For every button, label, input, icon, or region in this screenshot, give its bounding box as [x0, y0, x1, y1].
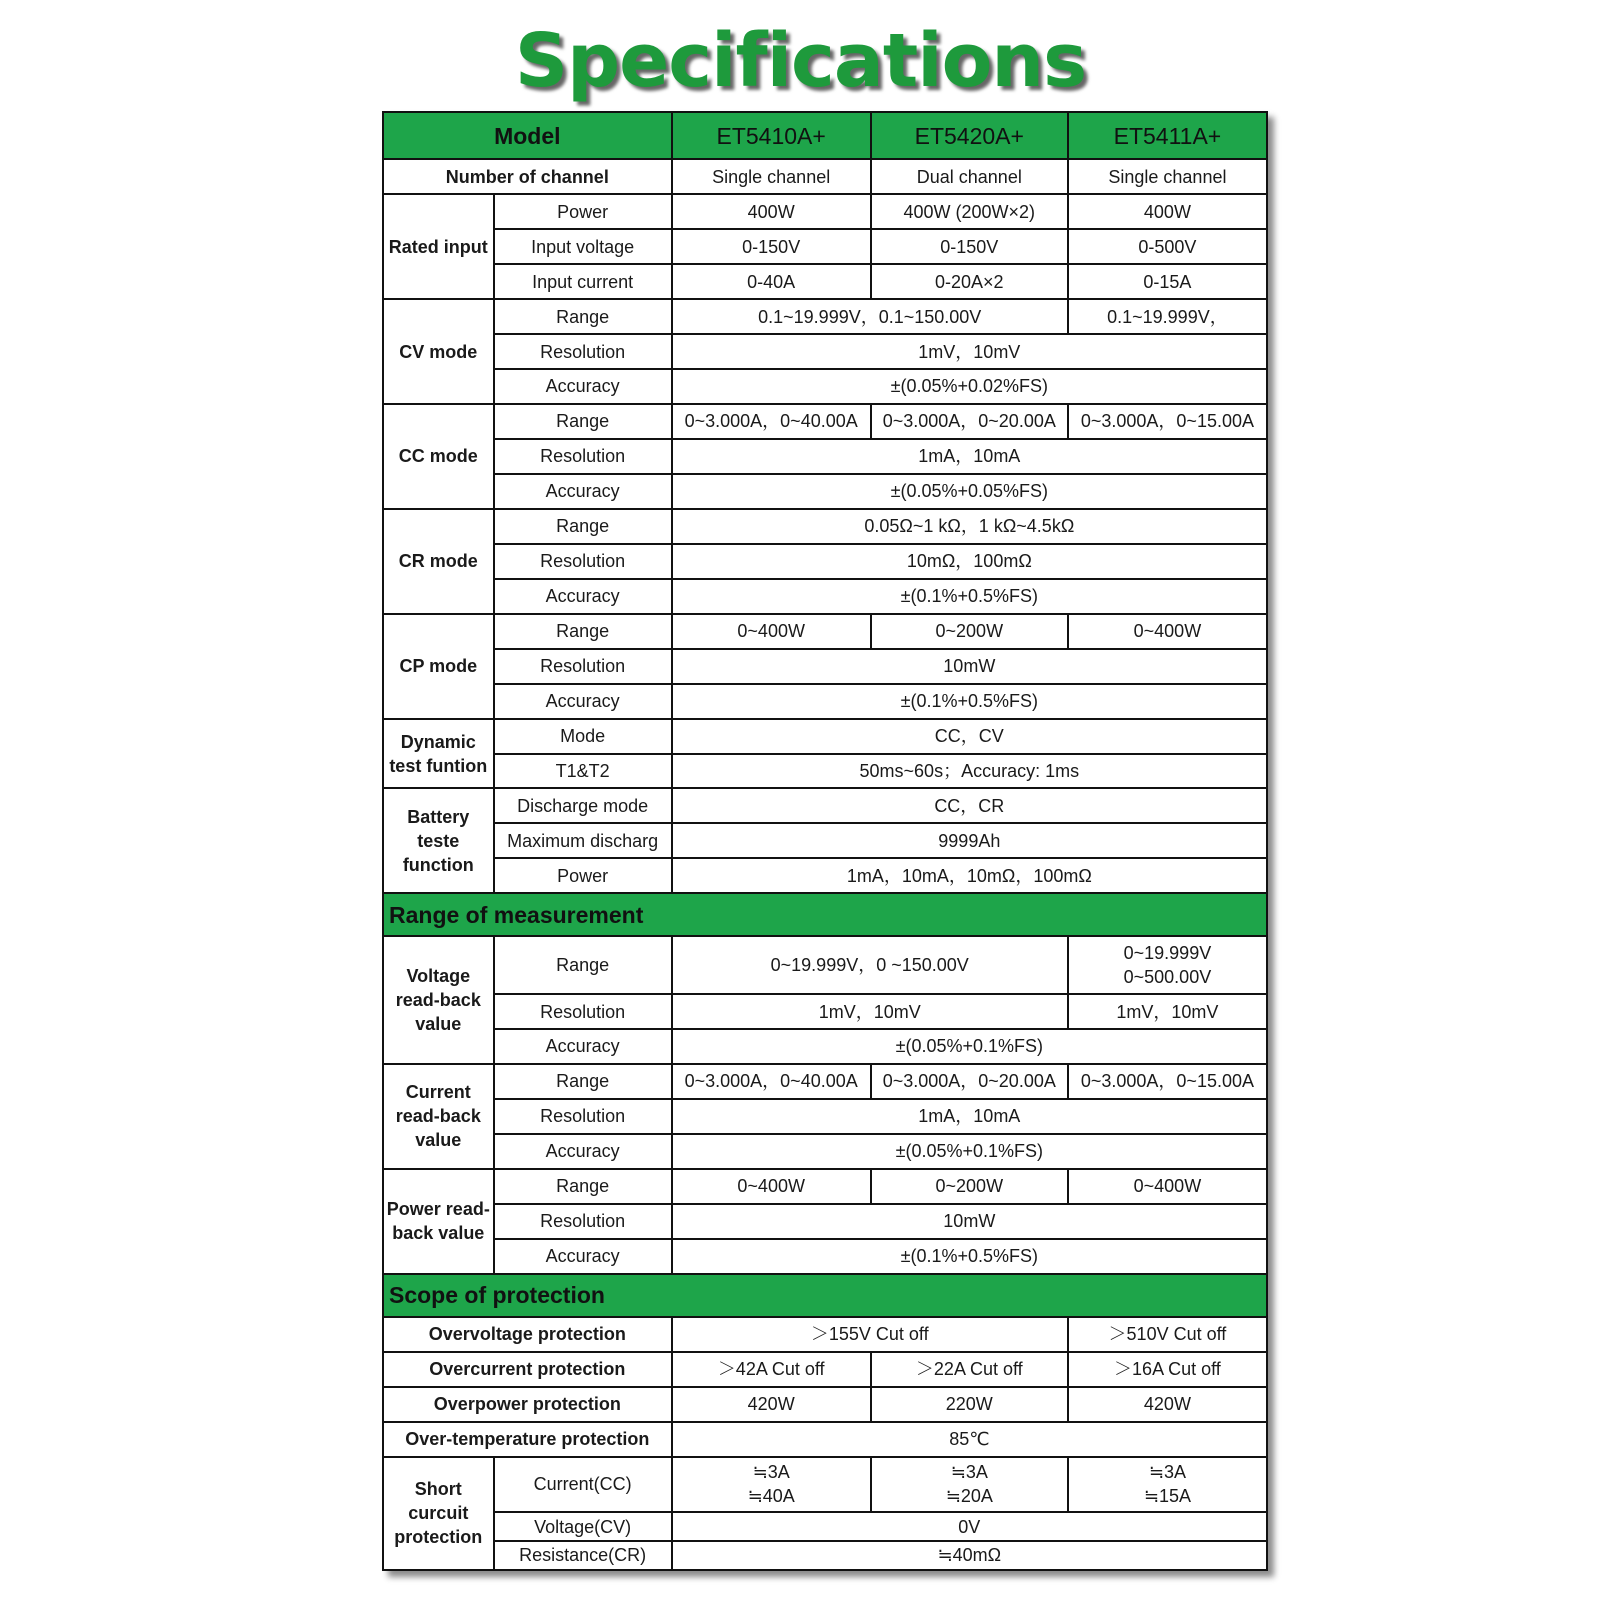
model-et5420a: ET5420A+ [871, 112, 1068, 159]
param-label: Power [494, 858, 672, 893]
cell-line: ≒15A [1143, 1486, 1191, 1507]
cell: 0-40A [672, 264, 871, 299]
param-label: Accuracy [494, 579, 672, 614]
cell: CC，CR [672, 788, 1267, 823]
cell: ±(0.05%+0.1%FS) [672, 1029, 1267, 1064]
cell: ＞42A Cut off [672, 1352, 871, 1387]
param-label: Discharge mode [494, 788, 672, 823]
cell: 0~3.000A，0~20.00A [871, 1064, 1068, 1099]
param-label: Resolution [494, 439, 672, 474]
cell-line: 0~500.00V [1123, 967, 1212, 988]
group-label: Battery teste function [383, 788, 494, 893]
cell: ＞155V Cut off [672, 1317, 1068, 1352]
cell [871, 1457, 1068, 1513]
cell-line: ≒20A [945, 1486, 993, 1507]
table-row [383, 823, 1267, 858]
table-row [383, 1239, 1267, 1274]
cell: 1mV，10mV [672, 994, 1068, 1029]
header-row [383, 112, 1267, 159]
table-row [383, 936, 1267, 994]
cell: 0~3.000A，0~40.00A [672, 404, 871, 439]
param-label: Voltage(CV) [494, 1512, 672, 1541]
cell-line: ≒3A [752, 1462, 790, 1483]
table-row [383, 754, 1267, 789]
table-row [383, 404, 1267, 439]
param-label: Accuracy [494, 369, 672, 404]
group-label: CV mode [383, 299, 494, 404]
group-label: CR mode [383, 509, 494, 614]
cell: 85℃ [672, 1422, 1267, 1457]
table-row [383, 649, 1267, 684]
param-label: Resolution [494, 649, 672, 684]
table-row [383, 299, 1267, 334]
cell: 0~19.999V，0 ~150.00V [672, 936, 1068, 994]
cell: 0~400W [672, 614, 871, 649]
table-row [383, 369, 1267, 404]
model-et5411a: ET5411A+ [1068, 112, 1267, 159]
section-header-measurement [383, 893, 1267, 936]
cell-line: 0~19.999V [1123, 943, 1212, 964]
cell-line: ≒40A [747, 1486, 795, 1507]
group-label: Short curcuit protection [383, 1457, 494, 1570]
param-label: Accuracy [494, 1134, 672, 1169]
param-label: Resolution [494, 334, 672, 369]
cell: 0-150V [871, 229, 1068, 264]
table-row [383, 1387, 1267, 1422]
table-row [383, 1099, 1267, 1134]
table-row [383, 1317, 1267, 1352]
cell: 0.1~19.999V，0.1~150.00V [672, 299, 1068, 334]
cell: ±(0.1%+0.5%FS) [672, 1239, 1267, 1274]
cell: 400W (200W×2) [871, 194, 1068, 229]
table-row [383, 474, 1267, 509]
table-row [383, 614, 1267, 649]
cell: 0~400W [672, 1169, 871, 1204]
param-label: Range [494, 299, 672, 334]
cell: 0V [672, 1512, 1267, 1541]
group-label: CP mode [383, 614, 494, 719]
table-row [383, 544, 1267, 579]
param-label: Accuracy [494, 1029, 672, 1064]
cell: 0~400W [1068, 1169, 1267, 1204]
param-label: Accuracy [494, 1239, 672, 1274]
cell: 420W [672, 1387, 871, 1422]
cell: 0-500V [1068, 229, 1267, 264]
table-row [383, 1352, 1267, 1387]
cell: ±(0.05%+0.05%FS) [672, 474, 1267, 509]
cell: ＞22A Cut off [871, 1352, 1068, 1387]
cell: 0~3.000A，0~15.00A [1068, 1064, 1267, 1099]
cell: 1mA，10mA，10mΩ，100mΩ [672, 858, 1267, 893]
table-row [383, 159, 1267, 194]
cell-line: ≒3A [950, 1462, 988, 1483]
cell: ＞16A Cut off [1068, 1352, 1267, 1387]
cell: 400W [1068, 194, 1267, 229]
cell: 1mA，10mA [672, 1099, 1267, 1134]
param-label: Accuracy [494, 684, 672, 719]
param-label: Mode [494, 719, 672, 754]
cell [672, 1457, 871, 1513]
cell: 0~200W [871, 1169, 1068, 1204]
cell: 0-150V [672, 229, 871, 264]
row-label: Over-temperature protection [383, 1422, 672, 1457]
spec-table [382, 111, 1268, 1571]
table-row [383, 334, 1267, 369]
group-label: Voltage read-back value [383, 936, 494, 1063]
cell: 0~400W [1068, 614, 1267, 649]
row-label: Overcurrent protection [383, 1352, 672, 1387]
cell: 0~3.000A，0~20.00A [871, 404, 1068, 439]
group-label: Power read-back value [383, 1169, 494, 1274]
cell [1068, 1457, 1267, 1513]
table-row [383, 1457, 1267, 1513]
cell: 0-20A×2 [871, 264, 1068, 299]
group-label: Dynamic test funtion [383, 719, 494, 789]
table-row [383, 1541, 1267, 1570]
param-label: Maximum discharg [494, 823, 672, 858]
section-title: Scope of protection [383, 1274, 1267, 1317]
param-label: Resolution [494, 1099, 672, 1134]
cell: 0~3.000A，0~40.00A [672, 1064, 871, 1099]
table-row [383, 1064, 1267, 1099]
cell: Single channel [1068, 159, 1267, 194]
group-label: CC mode [383, 404, 494, 509]
section-header-protection [383, 1274, 1267, 1317]
cell: Dual channel [871, 159, 1068, 194]
cell: 0.05Ω~1 kΩ，1 kΩ~4.5kΩ [672, 509, 1267, 544]
group-label: Rated input [383, 194, 494, 299]
cell: Single channel [672, 159, 871, 194]
table-row [383, 579, 1267, 614]
cell: 1mV，10mV [672, 334, 1267, 369]
table-row [383, 1029, 1267, 1064]
table-row [383, 509, 1267, 544]
cell [1068, 936, 1267, 994]
cell: 9999Ah [672, 823, 1267, 858]
table-row [383, 264, 1267, 299]
param-label: Range [494, 1064, 672, 1099]
cell: 10mW [672, 1204, 1267, 1239]
param-label: Current(CC) [494, 1457, 672, 1513]
table-row [383, 439, 1267, 474]
cell: 220W [871, 1387, 1068, 1422]
cell: 0~3.000A，0~15.00A [1068, 404, 1267, 439]
cell: 50ms~60s；Accuracy: 1ms [672, 754, 1267, 789]
row-label: Number of channel [383, 159, 672, 194]
cell-line: ≒3A [1148, 1462, 1186, 1483]
cell: ＞510V Cut off [1068, 1317, 1267, 1352]
table-row [383, 229, 1267, 264]
param-label: Accuracy [494, 474, 672, 509]
row-label: Overvoltage protection [383, 1317, 672, 1352]
cell: 1mV，10mV [1068, 994, 1267, 1029]
page-title: Specifications [514, 18, 1087, 104]
cell: ±(0.05%+0.02%FS) [672, 369, 1267, 404]
cell: CC，CV [672, 719, 1267, 754]
row-label: Overpower protection [383, 1387, 672, 1422]
cell: ±(0.1%+0.5%FS) [672, 684, 1267, 719]
section-title: Range of measurement [383, 893, 1267, 936]
param-label: Range [494, 509, 672, 544]
table-row [383, 788, 1267, 823]
cell: 0.1~19.999V， [1068, 299, 1267, 334]
cell: 1mA，10mA [672, 439, 1267, 474]
cell: 10mW [672, 649, 1267, 684]
param-label: Input voltage [494, 229, 672, 264]
param-label: Range [494, 614, 672, 649]
param-label: Resolution [494, 544, 672, 579]
model-et5410a: ET5410A+ [672, 112, 871, 159]
cell: 420W [1068, 1387, 1267, 1422]
table-row [383, 1512, 1267, 1541]
table-row [383, 1134, 1267, 1169]
table-row [383, 858, 1267, 893]
table-row [383, 194, 1267, 229]
table-row [383, 1169, 1267, 1204]
param-label: Resolution [494, 994, 672, 1029]
table-row [383, 684, 1267, 719]
cell: ±(0.05%+0.1%FS) [672, 1134, 1267, 1169]
param-label: Power [494, 194, 672, 229]
cell: 0~200W [871, 614, 1068, 649]
param-label: Range [494, 404, 672, 439]
model-header: Model [383, 112, 672, 159]
param-label: Resistance(CR) [494, 1541, 672, 1570]
table-row [383, 719, 1267, 754]
cell: ±(0.1%+0.5%FS) [672, 579, 1267, 614]
cell: 400W [672, 194, 871, 229]
table-row [383, 994, 1267, 1029]
param-label: Resolution [494, 1204, 672, 1239]
param-label: Range [494, 936, 672, 994]
param-label: Input current [494, 264, 672, 299]
group-label: Current read-back value [383, 1064, 494, 1169]
cell: ≒40mΩ [672, 1541, 1267, 1570]
param-label: T1&T2 [494, 754, 672, 789]
param-label: Range [494, 1169, 672, 1204]
cell: 0-15A [1068, 264, 1267, 299]
table-row [383, 1204, 1267, 1239]
cell: 10mΩ，100mΩ [672, 544, 1267, 579]
table-row [383, 1422, 1267, 1457]
